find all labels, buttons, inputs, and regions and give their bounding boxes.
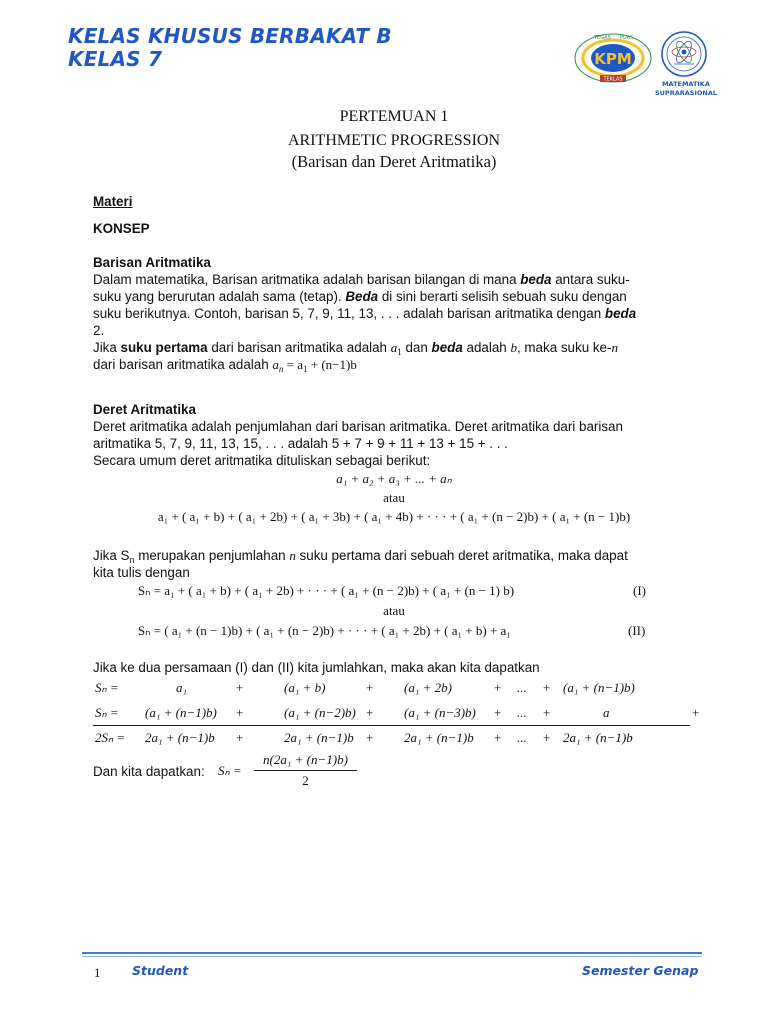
deret-atau-1: atau [383,490,405,505]
sum-row1-cell: a₁ [176,680,188,695]
barisan-section [93,254,695,373]
sum-row2-cell: + [366,705,374,720]
sum-row2-cell: a [603,705,610,720]
sum-intro: Jika ke dua persamaan (I) dan (II) kita jumlahkan, maka akan kita dapatkan [93,660,540,675]
sum-row2-cell: + [494,705,502,720]
final-lhs: Sₙ = [218,763,242,778]
sum-row3-cell: + [494,730,502,745]
matematika-logo-line1: MATEMATIKA [662,80,710,88]
sum-row2-cell: + [236,705,244,720]
sum-row2-cell: ... [517,705,527,720]
barisan-heading: Barisan Aritmatika [93,255,211,270]
sum-row1-cell: (a₁ + b) [284,680,326,695]
deret-equation-expanded: a₁ + ( a₁ + b) + ( a₁ + 2b) + ( a₁ + 3b) + ( a₁ + 4b) + · · · + ( a₁ + (n − 2)b) + ( a₁ + (n − 1)b) [157,509,631,524]
kpm-logo-banner: TEKLAS [603,76,623,83]
equation-i: Sₙ = a₁ + ( a₁ + b) + ( a₁ + 2b) + · · · + ( a₁ + (n − 2)b) + ( a₁ + (n − 1) b) [138,583,515,598]
title-line3: (Barisan dan Deret Aritmatika) [291,152,497,171]
equation-ii: Sₙ = ( a₁ + (n − 1)b) + ( a₁ + (n − 2)b) + · · · + ( a₁ + 2b) + ( a₁ + b) + a₁ [138,623,511,638]
final-fraction-bar [254,770,357,771]
final-label: Dan kita dapatkan: [93,764,205,779]
matematika-logo-line2: SUPRARASIONAL [654,89,718,97]
sum-row3-cell: 2a₁ + (n−1)b [284,730,354,745]
header-title-line2: KELAS 7 [68,47,163,71]
barisan-paragraph-line1: Dalam matematika, Barisan aritmatika adalah barisan bilangan di mana beda antara suku- [93,272,630,287]
equation-i-label: (I) [633,583,646,598]
sum-row2-cell: (a₁ + (n−1)b) [145,705,217,720]
matematika-logo-icon [660,30,708,78]
sum-row3-cell: 2a₁ + (n−1)b [404,730,474,745]
barisan-paragraph-line4: 2. [93,323,105,338]
equation-ii-label: (II) [628,623,646,638]
sum-row3-cell: ... [517,730,527,745]
barisan-paragraph-line6: dari barisan aritmatika adalah $a_n = a_1 + (n-1)b$ [93,357,357,374]
deret-atau-2: atau [383,603,405,618]
header-title-line1: KELAS KHUSUS BERBAKAT B [68,24,392,48]
sum-row1-cell: + [494,680,502,695]
footer-divider [82,952,702,954]
deret-equation-sum: a₁ + a₂ + a₃ + ... + aₙ [336,471,452,486]
sum-row2-cell: Sₙ = [95,705,119,720]
final-numerator: n(2a₁ + (n−1)b) [263,752,348,767]
deret-paragraph-line2: aritmatika 5, 7, 9, 11, 13, 15, . . . adalah 5 + 7 + 9 + 11 + 13 + 15 + . . . [93,436,508,451]
sum-row2-cell: (a₁ + (n−2)b) [284,705,356,720]
konsep-heading: KONSEP [93,221,150,236]
sum-row3-cell: + [366,730,374,745]
sum-row1-cell: Sₙ = [95,680,119,695]
kpm-logo-top-left: TEGAS [594,35,611,41]
sum-row1-cell: + [366,680,374,695]
deret-heading: Deret Aritmatika [93,402,196,417]
kpm-logo-text: KPM [594,50,632,68]
sum-row2-cell: (a₁ + (n−3)b) [404,705,476,720]
materi-heading: Materi [93,194,133,209]
deret-paragraph-line1: Deret aritmatika adalah penjumlahan dari barisan aritmatika. Deret aritmatika dari barisan [93,419,623,434]
sn-intro-line1: Jika $S_n$ merupakan penjumlahan n suku pertama dari sebuah deret aritmatika, maka dapat [93,548,628,565]
barisan-paragraph-line3: suku berikutnya. Contoh, barisan 5, 7, 9, 11, 13, . . . adalah barisan aritmatika dengan beda [93,306,637,321]
sum-row3-cell: + [236,730,244,745]
sum-row2-cell: + [543,705,551,720]
deret-paragraph-line3: Secara umum deret aritmatika dituliskan sebagai berikut: [93,453,431,468]
deret-section [93,401,695,469]
sum-row1-cell: (a₁ + (n−1)b) [563,680,635,695]
sum-row1-cell: + [543,680,551,695]
footer-divider-thin [82,956,702,957]
title-line2: ARITHMETIC PROGRESSION [287,132,500,149]
sum-row1-cell: + [236,680,244,695]
sum-row1-cell: ... [517,680,527,695]
barisan-paragraph-line2: suku yang berurutan adalah sama (tetap). Beda di sini berarti selisih sebuah suku dengan [93,289,627,304]
sum-row3-cell: + [543,730,551,745]
kpm-logo-top-right: PUAS [620,35,634,41]
summation-divider [93,725,690,726]
sum-row3-cell: 2a₁ + (n−1)b [145,730,215,745]
summation-plus-sign: + [692,705,700,720]
sum-row3-cell: 2a₁ + (n−1)b [563,730,633,745]
title-line1: PERTEMUAN 1 [339,108,449,125]
sum-row1-cell: (a₁ + 2b) [404,680,452,695]
kpm-logo [572,31,654,85]
page-number: 1 [94,965,101,980]
sn-intro-line2: kita tulis dengan [93,565,190,580]
barisan-paragraph-line5: Jika suku pertama dari barisan aritmatika adalah $a_1$ dan beda adalah b, maka suku ke-n [93,340,618,357]
final-denominator: 2 [302,773,309,788]
footer-student: Student [132,963,189,978]
footer-semester: Semester Genap [582,963,699,978]
sn-intro [93,547,695,581]
sum-row3-cell: 2Sₙ = [95,730,126,745]
